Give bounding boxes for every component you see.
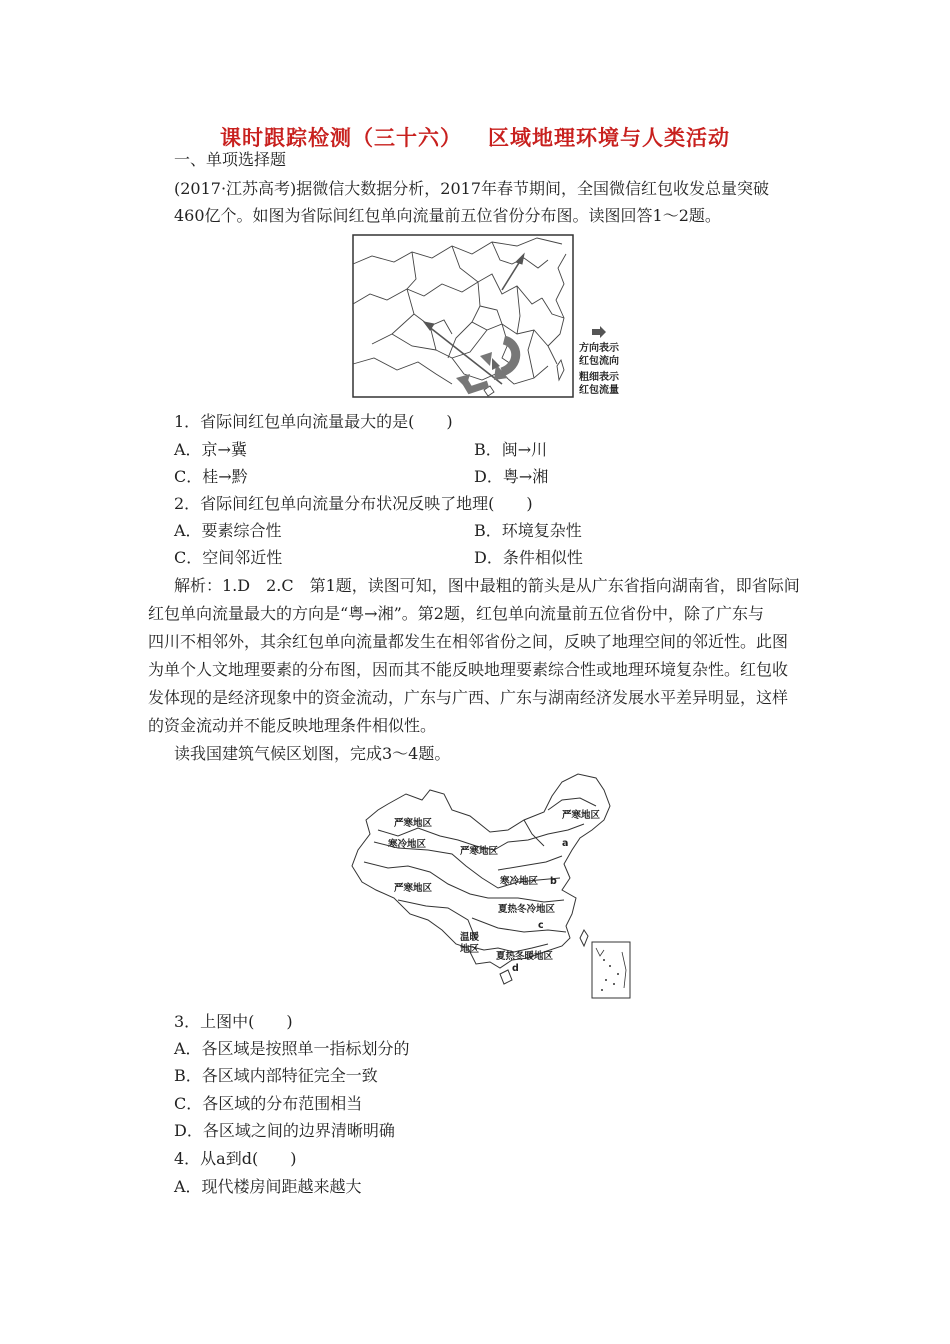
analysis-line-5: 发体现的是经济现象中的资金流动，广东与广西、广东与湖南经济发展水平差异明显，这样 [148,688,789,707]
q4-option-a: A．现代楼房间距越来越大 [174,1177,362,1196]
legend-text-2: 红包流向 [579,356,619,367]
q4-stem: 4．从a到d( ) [174,1149,297,1168]
q3-option-c: C．各区域的分布范围相当 [174,1094,363,1113]
title-part2: 区域地理环境与人类活动 [488,126,730,150]
q2-option-d: D．条件相似性 [474,548,583,567]
q3-option-b: B．各区域内部特征完全一致 [174,1066,378,1085]
zone-label-yanhan-ne: 严寒地区 [562,810,601,821]
q1-stem: 1．省际间红包单向流量最大的是( ) [174,412,453,431]
q1-option-b: B．闽→川 [474,440,548,459]
analysis-line-2: 红包单向流量最大的方向是“粤→湘”。第2题，红包单向流量前五位省份中，除了广东与 [148,604,764,623]
legend-text-3: 粗细表示 [579,372,619,383]
q1-option-d: D．粤→湘 [474,467,549,486]
analysis-line-3: 四川不相邻外，其余红包单向流量都发生在相邻省份之间，反映了地理空间的邻近性。此图 [148,632,789,651]
legend-text-4: 红包流量 [579,385,619,396]
q2-option-a: A．要素综合性 [174,521,282,540]
analysis-line-4: 为单个人文地理要素的分布图，因而其不能反映地理要素综合性或地理环境复杂性。红包收 [148,660,789,679]
q3-option-a: A．各区域是按照单一指标划分的 [174,1039,410,1058]
intro-line-2: 460亿个。如图为省际间红包单向流量前五位省份分布图。读图回答1～2题。 [174,206,721,225]
point-label-c: c [538,920,544,931]
analysis-line-6: 的资金流动并不能反映地理条件相似性。 [148,716,437,735]
zone-label-wennuan-2: 地区 [460,944,480,955]
building-climate-zone-map [348,770,634,1002]
point-label-d: d [512,963,519,974]
q3-stem: 3．上图中( ) [174,1012,293,1031]
red-envelope-flow-map [352,234,632,400]
q1-option-a: A．京→冀 [174,440,247,459]
zone-label-yanhan-nw: 严寒地区 [394,818,433,829]
q1-option-c: C．桂→黔 [174,467,248,486]
legend-text-1: 方向表示 [579,343,619,354]
q2-stem: 2．省际间红包单向流量分布状况反映了地理( ) [174,494,533,513]
q2-option-b: B．环境复杂性 [474,521,582,540]
section-heading: 一、单项选择题 [174,150,287,169]
intro-line-1: (2017·江苏高考)据微信大数据分析，2017年春节期间，全国微信红包收发总量突破 [174,179,770,198]
point-label-b: b [550,876,557,887]
zone-label-hanleng-w: 寒冷地区 [388,839,427,850]
zone-label-yanhan-mid: 严寒地区 [460,846,499,857]
zone-label-yanhan-tibet: 严寒地区 [394,883,433,894]
analysis-line-1: 解析：1.D 2.C 第1题，读图可知，图中最粗的箭头是从广东省指向湖南省，即省际间 [174,576,800,595]
title-part1: 课时跟踪检测（三十六） [220,126,462,150]
zone-label-wennuan-1: 温暖 [460,932,480,943]
q3-option-d: D．各区域之间的边界清晰明确 [174,1121,395,1140]
zone-label-xiare-dongnuan: 夏热冬暖地区 [496,951,554,962]
zone-label-xiare-dongleng: 夏热冬冷地区 [498,904,556,915]
intro-2: 读我国建筑气候区划图，完成3～4题。 [174,744,451,763]
q2-option-c: C．空间邻近性 [174,548,283,567]
point-label-a: a [562,838,569,849]
zone-label-hanleng-e: 寒冷地区 [500,876,539,887]
page-title [0,122,950,152]
